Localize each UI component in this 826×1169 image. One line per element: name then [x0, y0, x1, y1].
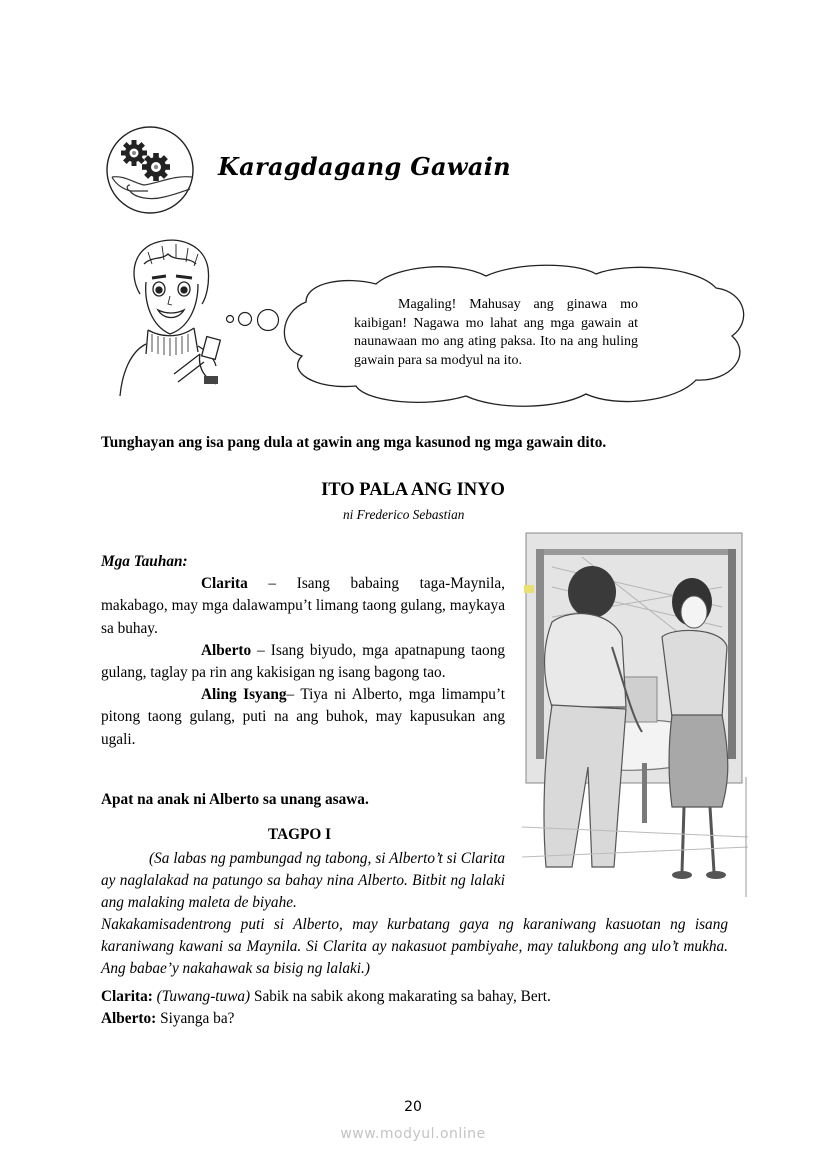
thought-bubble-text — [354, 296, 638, 370]
play-author: ni Frederico Sebastian — [343, 507, 465, 522]
man-and-woman-at-table-illustration — [522, 527, 748, 897]
speaker-direction: (Tuwang-tuwa) — [156, 988, 251, 1005]
cast-entry — [101, 640, 505, 684]
cast-entry — [101, 573, 505, 640]
cast-entry — [101, 684, 505, 751]
boy-character-illustration — [118, 234, 230, 396]
thought-bubble-message: Magaling! Mahusay ang ginawa mo kaibigan! Nagawa mo lahat ang mga gawain at naunawaan mo ang ating paksa. Ito na ang huling gawain para sa modyul na ito. — [354, 297, 638, 368]
stage-direction-continued: Nakakamisadentrong puti si Alberto, may kurbatang gaya ng karaniwang kasuotan ng isang karaniwang kawani sa Maynila. Si Clarita ay nakasuot pambiyahe, may talukbong ang ulo’t mukha. Ang babae’y nakahawak sa bisig ng lalaki.) — [101, 916, 728, 978]
speaker-name: Clarita: — [101, 988, 153, 1005]
stage-direction — [101, 848, 505, 915]
cast-separator: – — [251, 641, 271, 659]
page-number: 20 — [404, 1099, 422, 1115]
cast-description: Isang biyudo, mga apatnapung taong gulang, taglay pa rin ang kakisigan ng isang bagong tao. — [101, 641, 505, 682]
watermark: www.modyul.online — [340, 1126, 486, 1142]
gear-icon — [121, 140, 147, 166]
scene-title: TAGPO I — [268, 826, 332, 843]
cast-description: Tiya ni Alberto, mga limampu’t pitong taong gulang, puti na ang buhok, may kapusukan ang ugali. — [101, 686, 506, 748]
cast-name: Alberto — [201, 641, 252, 659]
dialogue-text: Sabik na sabik akong makarating sa bahay, Bert. — [253, 988, 551, 1005]
play-title-text: ITO PALA ANG INYO — [321, 480, 505, 500]
cast-name: Aling Isyang — [201, 686, 287, 704]
gears-in-hand-icon — [104, 125, 196, 215]
play-title — [0, 480, 826, 501]
cast-list — [101, 551, 505, 751]
cast-name: Clarita — [201, 575, 248, 593]
section-title: Karagdagang Gawain — [218, 152, 511, 181]
dialogue-line — [101, 988, 551, 1006]
cast-separator: – — [247, 575, 297, 593]
gear-icon — [142, 153, 170, 181]
children-note: Apat na anak ni Alberto sa unang asawa. — [101, 791, 369, 808]
instruction-text: Tunghayan ang isa pang dula at gawin ang mga kasunod ng mga gawain dito. — [101, 434, 607, 451]
cast-heading: Mga Tauhan: — [101, 553, 188, 570]
dialogue-line — [101, 1010, 234, 1028]
cast-description: Isang babaing taga-Maynila, makabago, may mga dalawampu’t limang taong gulang, maykaya sa buhay. — [101, 575, 506, 637]
cast-separator: – — [286, 686, 301, 704]
stage-direction-text: (Sa labas ng pambungad ng tabong, si Alberto’t si Clarita ay naglalakad na patungo sa bahay nina Alberto. Bitbit ng lalaki ang malaking maleta de biyahe. — [101, 850, 505, 912]
dialogue-text: Siyanga ba? — [160, 1010, 235, 1027]
speaker-name: Alberto: — [101, 1010, 157, 1027]
